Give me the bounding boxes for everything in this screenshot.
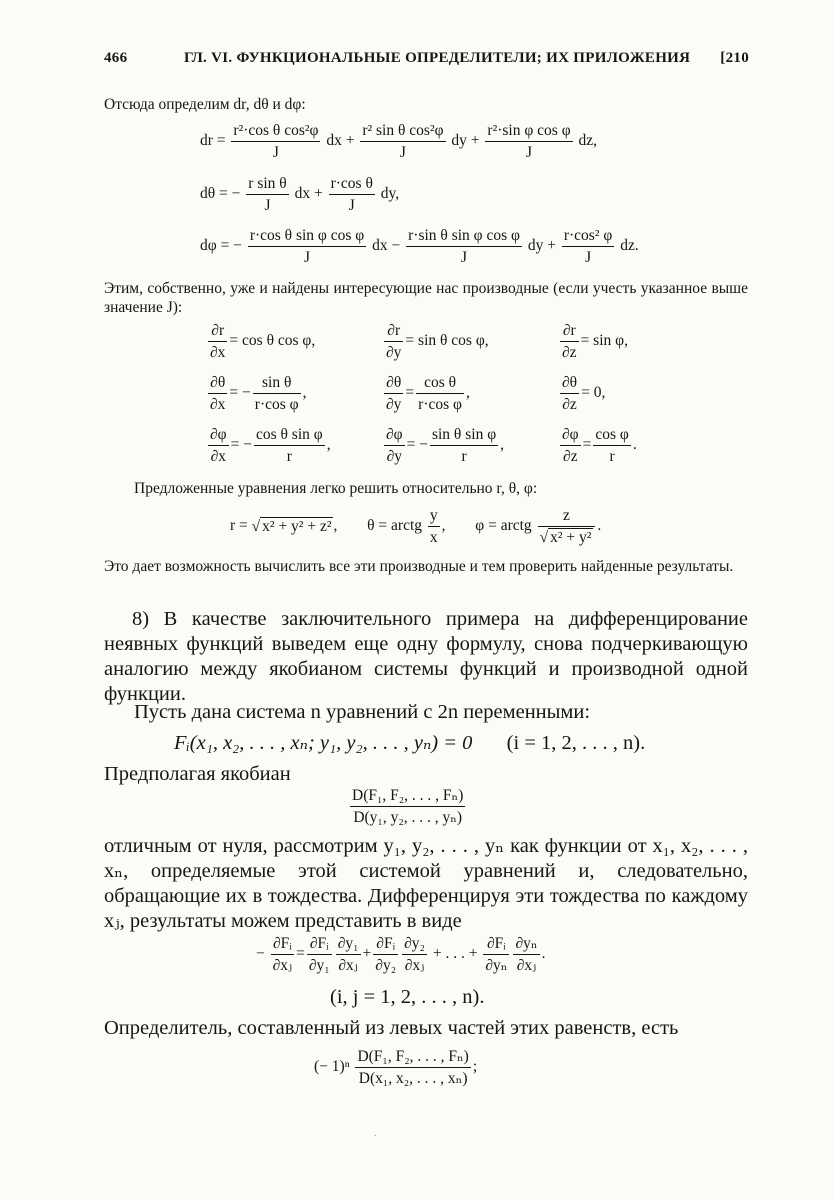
assume-line: Предполагая якобиан (104, 763, 291, 785)
dr-frac-1: $\frac{\text{r²·cos θ cos²φ}}{J}$ (233, 122, 319, 161)
partials-grid (206, 320, 676, 480)
scan-speck: . (374, 1128, 377, 1139)
paragraph-8: 8) В качестве заключительного примера на дифференцирование неявных функций выведем еще одну формулу, снова подчеркивающую аналогию между якобианом системы функций и производной одной функции. (104, 608, 748, 705)
dr-frac-3: $\frac{\text{r²·sin φ cos φ}}{J}$ (487, 122, 571, 161)
determinant-line: Определитель, составленный из левых частей этих равенств, есть (104, 1017, 679, 1039)
partial-phi-y: $\frac{\partial\varphi}{\partial y}$ = − $\frac{\text{sin θ sin φ}}{r}$ , (386, 426, 505, 465)
partial-r-x: $\frac{\partial r}{\partial x}$ = cos θ cos φ, (210, 322, 316, 361)
section-number: [210 (720, 50, 749, 66)
dtheta-frac-2: $\frac{\text{r·cos θ}}{J}$ (330, 175, 373, 214)
equation-dtheta: dθ = − $\frac{\text{r sin θ}}{J}$ dx + $\frac{\text{r·cos θ}}{J}$ dy, (200, 175, 400, 214)
intro-line: Отсюда определим dr, dθ и dφ: (104, 96, 306, 113)
chapter-title: ГЛ. VI. ФУНКЦИОНАЛЬНЫЕ ОПРЕДЕЛИТЕЛИ; ИХ ПРИЛОЖЕНИЯ (184, 50, 691, 66)
jacobian-fraction: $\frac{\text{D(F₁, F₂, . . . , Fₙ)}}{\text{D(y₁, y₂, . . . , yₙ)}}$ (352, 787, 464, 826)
determinant-expression: (− 1)ⁿ $\frac{\text{D(F₁, F₂, . . . , Fₙ)}}{\text{D(x₁, x₂, . . . , xₙ)}}$ ; (314, 1048, 478, 1087)
partial-phi-x: $\frac{\partial\varphi}{\partial x}$ = − $\frac{\text{cos θ sin φ}}{r}$ , (210, 426, 331, 465)
running-header (104, 50, 749, 72)
partial-theta-x: $\frac{\partial\theta}{\partial x}$ = − $\frac{\text{sin θ}}{\text{r·cos φ}}$ , (210, 374, 307, 413)
dphi-frac-3: $\frac{\text{r·cos² φ}}{J}$ (563, 227, 613, 266)
dphi-frac-2: $\frac{\text{r·sin θ sin φ cos φ}}{J}$ (408, 227, 520, 266)
equation-dr: dr = $\frac{\text{r²·cos θ cos²φ}}{J}$ dx + $\frac{\text{r² sin θ cos²φ}}{J}$ dy + $\frac{\text{r²·sin φ cos φ}}{J}$ dz, (200, 122, 598, 161)
partial-phi-z: $\frac{\partial\varphi}{\partial z}$ = $\frac{\text{cos φ}}{r}$ . (562, 426, 637, 465)
check-paragraph: Это дает возможность вычислить все эти производные и тем проверить найденные результаты. (104, 558, 734, 575)
system-intro: Пусть дана система n уравнений с 2n переменными: (134, 701, 591, 723)
dr-lhs: dr = (200, 132, 226, 150)
found-paragraph: Этим, собственно, уже и найдены интересующие нас производные (если учесть указанное выше значение J): (104, 280, 748, 316)
solution-equations: r = √ x² + y² + z² , θ = arctg $\frac{y}{x}$ , φ = arctg $\frac{z}{\text{√ x² + y²}}$ . (230, 507, 602, 546)
dphi-frac-1: $\frac{\text{r·cos θ sin φ cos φ}}{J}$ (249, 227, 365, 266)
solve-line: Предложенные уравнения легко решить относительно r, θ, φ: (134, 480, 538, 497)
partial-r-z: $\frac{\partial r}{\partial z}$ = sin φ, (562, 322, 628, 361)
identity-range: (i, j = 1, 2, . . . , n). (330, 986, 485, 1008)
partial-r-y: $\frac{\partial r}{\partial y}$ = sin θ cos φ, (386, 322, 489, 361)
system-equation: Fᵢ(x₁, x₂, . . . , xₙ; y₁, y₂, . . . , yₙ) = 0 (i = 1, 2, . . . , n). (174, 732, 646, 754)
partial-theta-z: $\frac{\partial\theta}{\partial z}$ = 0, (562, 374, 606, 413)
page-number: 466 (104, 50, 128, 66)
identity-equation: − $\frac{\text{∂Fᵢ}}{\text{∂xⱼ}}$ = $\frac{\text{∂Fᵢ}}{\text{∂y₁}}$ $\frac{\text{∂y₁}}{\text{∂xⱼ}}$ + $\frac{\text{∂Fᵢ}}{\text{∂y₂}}$ $\frac{\text{∂y₂}}{\text{∂xⱼ}}$ + . . . + $\frac{\text{∂Fᵢ}}{\text{∂yₙ}}$ $\frac{\text{∂yₙ}}{\text{∂xⱼ}}$ . (256, 935, 546, 974)
dr-frac-2: $\frac{\text{r² sin θ cos²φ}}{J}$ (362, 122, 444, 161)
dtheta-frac-1: $\frac{\text{r sin θ}}{J}$ (248, 175, 287, 214)
equation-dphi: dφ = − $\frac{\text{r·cos θ sin φ cos φ}}{J}$ dx − $\frac{\text{r·sin θ sin φ cos φ}}{J}$ dy + $\frac{\text{r·cos² φ}}{J}$ dz. (200, 227, 639, 266)
partial-theta-y: $\frac{\partial\theta}{\partial y}$ = $\frac{\text{cos θ}}{\text{r·cos φ}}$ , (386, 374, 470, 413)
nonzero-paragraph: отличным от нуля, рассмотрим y₁, y₂, . . . , yₙ как функции от x₁, x₂, . . . , xₙ, определяемые этой системой уравнений и, следовательно, обращающие их в тождества. Дифференцируя эти тождества по каждому xⱼ, результаты можем представить в виде (104, 835, 748, 932)
